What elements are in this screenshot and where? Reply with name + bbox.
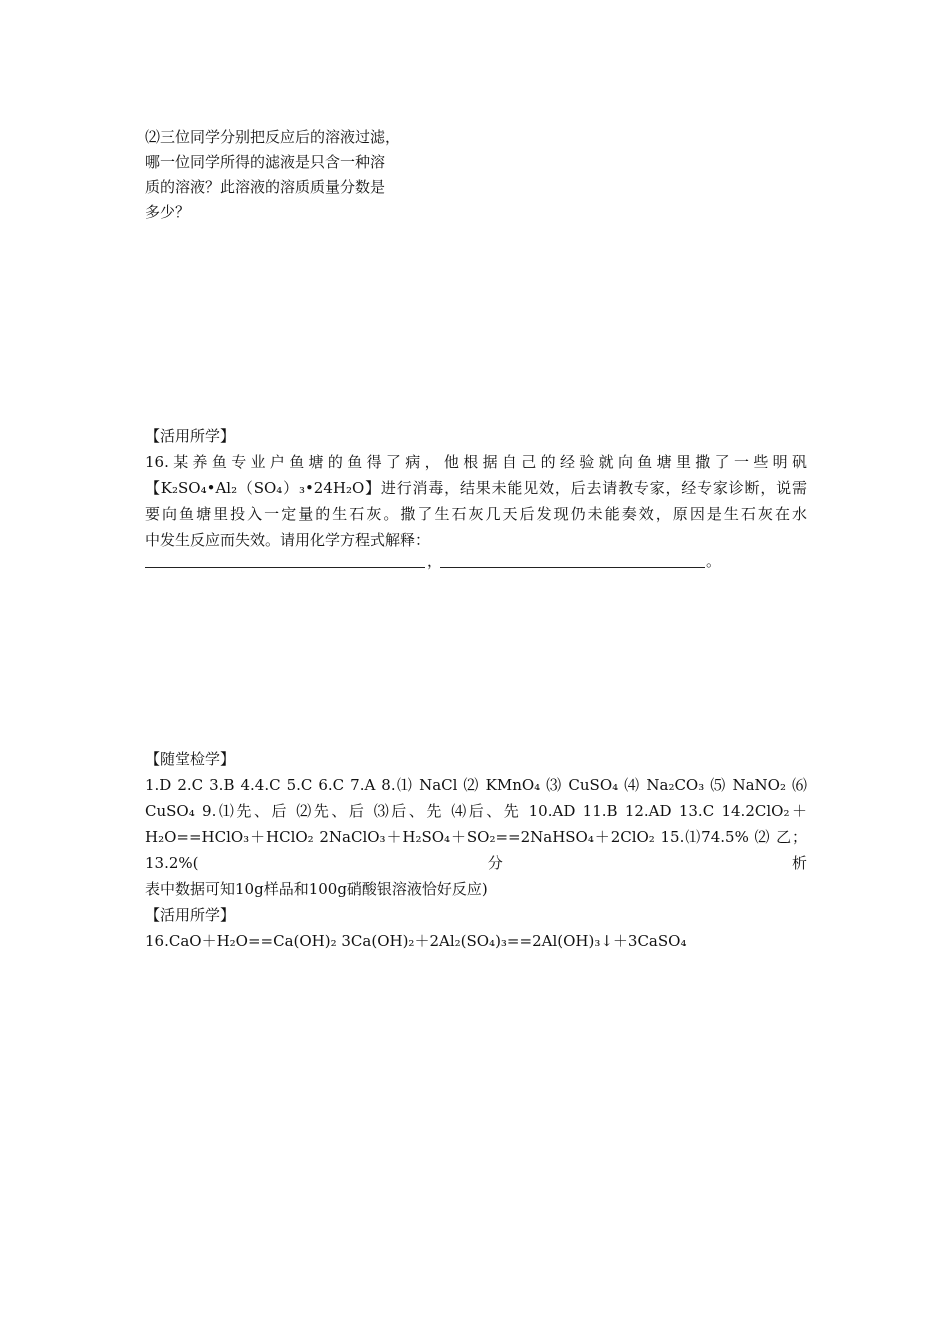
blank-end: 。 [706, 552, 722, 570]
question-2-line: ⑵三位同学分别把反应后的溶液过滤， [145, 128, 401, 146]
answer-blank-2[interactable] [440, 567, 705, 568]
answer-line: 表中数据可知10g样品和100g硝酸银溶液恰好反应) [145, 880, 488, 898]
answers-section [145, 746, 807, 954]
question-2-line: 质的溶液？此溶液的溶质质量分数是 [145, 178, 386, 196]
answer-blank-1[interactable] [145, 567, 425, 568]
question-2-line: 多少？ [145, 203, 191, 221]
q16-line: 中发生反应而失效。请用化学方程式解释： [145, 531, 431, 549]
blank-separator: ， [427, 552, 443, 570]
answer-line: 1.D 2.C 3.B 4.4.C 5.C 6.C 7.A 8.⑴ NaCl ⑵ KMnO₄ ⑶ CuSO₄ ⑷ Na₂CO₃ ⑸ NaNO₂ ⑹ [145, 776, 807, 794]
q16-answer: 16.CaO＋H₂O==Ca(OH)₂ 3Ca(OH)₂＋2Al₂(SO₄)₃==2Al(OH)₃↓＋3CaSO₄ [145, 932, 687, 950]
q16-line: 16.某养鱼专业户鱼塘的鱼得了病，他根据自己的经验就向鱼塘里撒了一些明矾 [145, 453, 807, 471]
question-2-line: 哪一位同学所得的滤液是只含一种溶 [145, 153, 386, 171]
q16-line: 【K₂SO₄•Al₂（SO₄）₃•24H₂O】进行消毒，结果未能见效，后去请教专家，经专家诊断，说需 [145, 479, 807, 497]
answer-line: CuSO₄ 9.⑴先、后 ⑵先、后 ⑶后、先 ⑷后、先 10.AD 11.B 12.AD 13.C 14.2ClO₂＋ [145, 802, 807, 820]
section-title: 【活用所学】 [145, 427, 236, 445]
section-title: 【随堂检学】 [145, 750, 236, 768]
q16-line: 要向鱼塘里投入一定量的生石灰。撒了生石灰几天后发现仍未能奏效，原因是生石灰在水 [145, 505, 807, 523]
section-title: 【活用所学】 [145, 906, 236, 924]
apply-section [145, 423, 807, 553]
answer-line: H₂O==HClO₃＋HClO₂ 2NaClO₃＋H₂SO₄＋SO₂==2NaHSO₄＋2ClO₂ 15.⑴74.5% ⑵ 乙；13.2%(分析 [145, 828, 807, 872]
question-2 [145, 125, 400, 225]
